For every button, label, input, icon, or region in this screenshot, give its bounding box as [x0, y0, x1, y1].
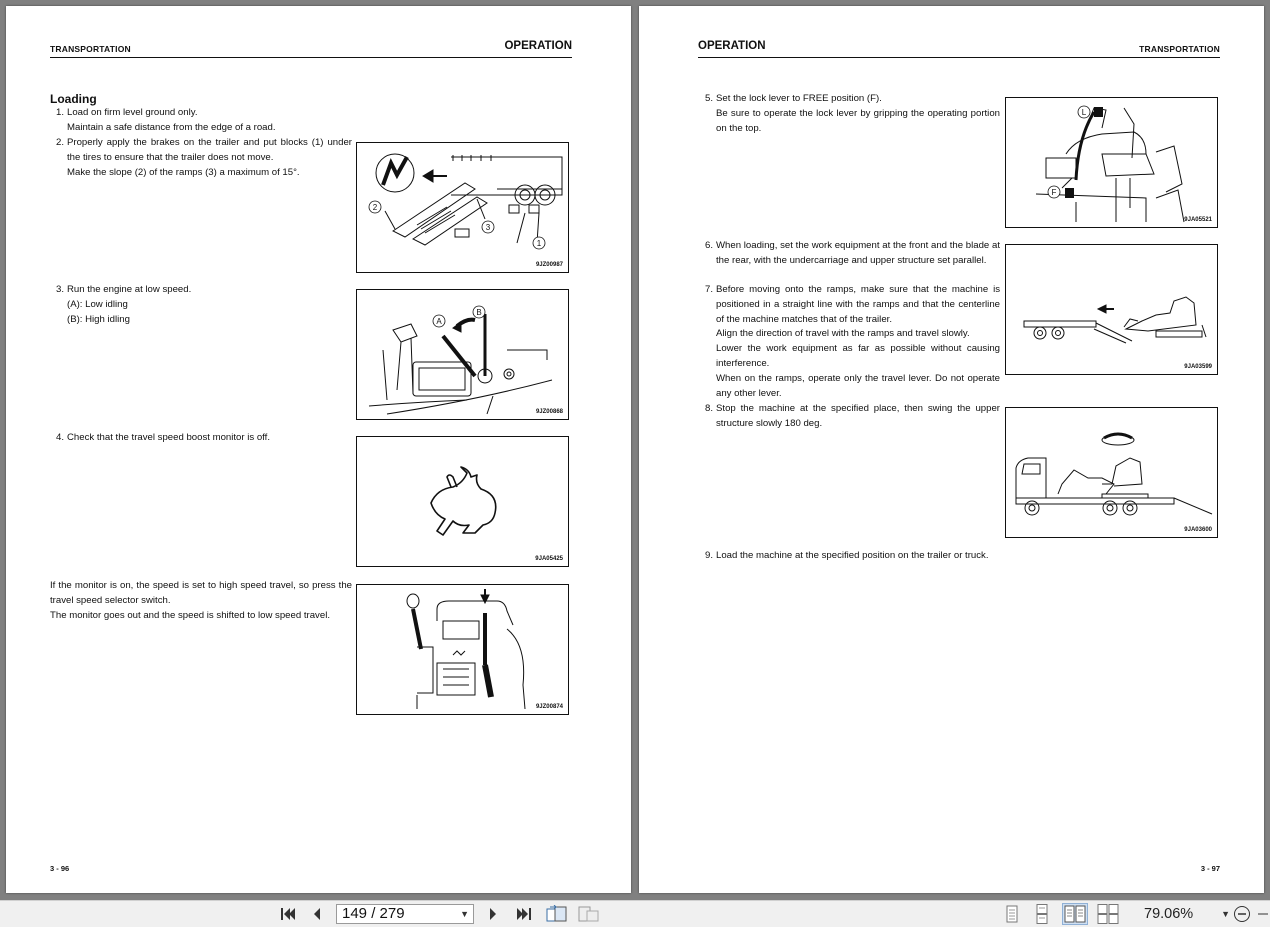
next-page-icon [487, 907, 499, 921]
viewer-toolbar [0, 900, 1270, 927]
facing-pages-icon [1064, 905, 1086, 923]
figure-code: 9JA05521 [1184, 217, 1212, 223]
selector-switch-illustration [357, 585, 568, 714]
continuous-facing-icon [1097, 904, 1119, 924]
callout-label: F [1051, 188, 1057, 197]
item-text: Stop the machine at the specified place, then swing the upper structure slowly 180 deg. [716, 403, 1000, 429]
figure-swing-on-truck [1005, 407, 1218, 538]
page-number: 3 - 97 [1200, 864, 1220, 873]
previous-view-button[interactable] [545, 903, 569, 925]
figure-trailer-ramps [356, 142, 569, 273]
header-chapter-label: OPERATION [698, 40, 766, 52]
item-text: Check that the travel speed boost monitor is off. [67, 432, 271, 443]
chevron-down-icon[interactable]: ▼ [1221, 909, 1230, 919]
last-page-icon [516, 907, 532, 921]
item-text: When loading, set the work equipment at the front and the blade at the rear, with the undercarriage and upper structure set parallel. [716, 240, 1000, 266]
item-text: Be sure to operate the lock lever by gripping the operating portion on the top. [716, 107, 1000, 134]
zoom-slider-handle[interactable] [1256, 903, 1270, 925]
ramp-approach-illustration [1006, 245, 1217, 374]
item-number: 1. [56, 107, 65, 118]
document-page-left [6, 6, 631, 893]
item-text: Load on firm level ground only. [67, 107, 198, 118]
item-text: Run the engine at low speed. [67, 284, 192, 295]
header-rule [698, 57, 1220, 58]
page-number-field[interactable] [336, 904, 474, 924]
single-page-icon [1005, 905, 1019, 923]
continuous-facing-view-button[interactable] [1096, 903, 1120, 925]
list-item [56, 136, 352, 180]
header-rule [50, 57, 572, 58]
truck-swing-illustration [1006, 408, 1217, 537]
figure-code: 9JZ00868 [535, 409, 563, 415]
figure-code: 9JA03599 [1184, 364, 1212, 370]
figure-throttle [356, 289, 569, 420]
figure-code: 9JZ00987 [535, 262, 563, 268]
figure-lock-lever [1005, 97, 1218, 228]
item-number: 5. [705, 93, 714, 104]
figure-code: 9JA05425 [535, 556, 563, 562]
list-item [56, 431, 352, 446]
item-text: Maintain a safe distance from the edge of a road. [67, 121, 276, 133]
list-item [705, 239, 1000, 269]
document-page-right [639, 6, 1264, 893]
figure-code: 9JA03600 [1184, 527, 1212, 533]
facing-pages-view-button[interactable] [1062, 903, 1088, 925]
chevron-down-icon[interactable]: ▼ [460, 909, 469, 919]
section-title: Loading [50, 92, 97, 106]
item-number: 4. [56, 432, 65, 443]
rabbit-icon [357, 437, 568, 566]
trailer-ramps-illustration [357, 143, 568, 272]
figure-code: 9JZ00874 [535, 704, 563, 710]
list-item [56, 106, 352, 136]
next-page-button[interactable] [483, 903, 503, 925]
list-item [56, 283, 352, 327]
list-item [705, 283, 1000, 401]
monitor-note [50, 579, 352, 623]
page-number-value: 149 / 279 [342, 905, 405, 922]
first-page-icon [280, 907, 296, 921]
item-number: 6. [705, 240, 714, 251]
page-number: 3 - 96 [50, 864, 70, 873]
list-item [705, 549, 1000, 564]
item-number: 7. [705, 284, 714, 295]
first-page-button[interactable] [277, 903, 299, 925]
item-text: (B): High idling [67, 313, 130, 325]
callout-label: 1 [536, 239, 542, 248]
item-number: 8. [705, 403, 714, 414]
previous-page-button[interactable] [307, 903, 327, 925]
figure-speed-monitor [356, 436, 569, 567]
callout-label: L [1081, 108, 1087, 117]
single-page-view-button[interactable] [1002, 903, 1022, 925]
continuous-page-icon [1035, 904, 1049, 924]
zoom-out-button[interactable] [1232, 903, 1252, 925]
zoom-field[interactable] [1140, 904, 1232, 924]
item-text: Lower the work equipment as far as possible without causing interference. [716, 343, 1000, 369]
header-chapter-label: OPERATION [504, 40, 572, 52]
next-view-button[interactable] [577, 903, 601, 925]
throttle-illustration [357, 290, 568, 419]
header-section-label: TRANSPORTATION [50, 44, 131, 54]
previous-page-icon [311, 907, 323, 921]
lock-lever-illustration [1006, 98, 1217, 227]
item-number: 9. [705, 550, 714, 561]
list-item [705, 92, 1000, 136]
zoom-out-icon [1233, 905, 1251, 923]
callout-label: 2 [372, 203, 378, 212]
callout-label: 3 [485, 223, 491, 232]
continuous-view-button[interactable] [1031, 903, 1053, 925]
item-number: 2. [56, 137, 65, 148]
next-view-icon [578, 905, 600, 923]
item-text: (A): Low idling [67, 298, 128, 310]
note-text: The monitor goes out and the speed is shifted to low speed travel. [50, 609, 330, 621]
header-section-label: TRANSPORTATION [1139, 44, 1220, 54]
last-page-button[interactable] [512, 903, 536, 925]
previous-view-icon [546, 905, 568, 923]
item-text: Before moving onto the ramps, make sure that the machine is positioned in a straight line with the ramps and that the centerline of the machine matches that of the trailer. [716, 284, 1000, 325]
item-number: 3. [56, 284, 65, 295]
item-text: Load the machine at the specified position on the trailer or truck. [716, 550, 989, 561]
callout-label: A [436, 317, 442, 326]
figure-selector-switch [356, 584, 569, 715]
item-text: When on the ramps, operate only the travel lever. Do not operate any other lever. [716, 372, 1000, 399]
figure-ramp-approach [1005, 244, 1218, 375]
item-text: Align the direction of travel with the ramps and travel slowly. [716, 328, 970, 340]
zoom-slider-track [1258, 912, 1268, 916]
zoom-value: 79.06% [1144, 906, 1194, 922]
list-item [705, 402, 1000, 432]
callout-label: B [476, 308, 482, 317]
note-text: If the monitor is on, the speed is set to high speed travel, so press the travel speed selector switch. [50, 580, 352, 606]
item-text: Set the lock lever to FREE position (F). [716, 93, 882, 104]
item-text: Properly apply the brakes on the trailer and put blocks (1) under the tires to ensure that the trailer does not move. [67, 137, 352, 163]
item-text: Make the slope (2) of the ramps (3) a maximum of 15°. [67, 166, 300, 178]
